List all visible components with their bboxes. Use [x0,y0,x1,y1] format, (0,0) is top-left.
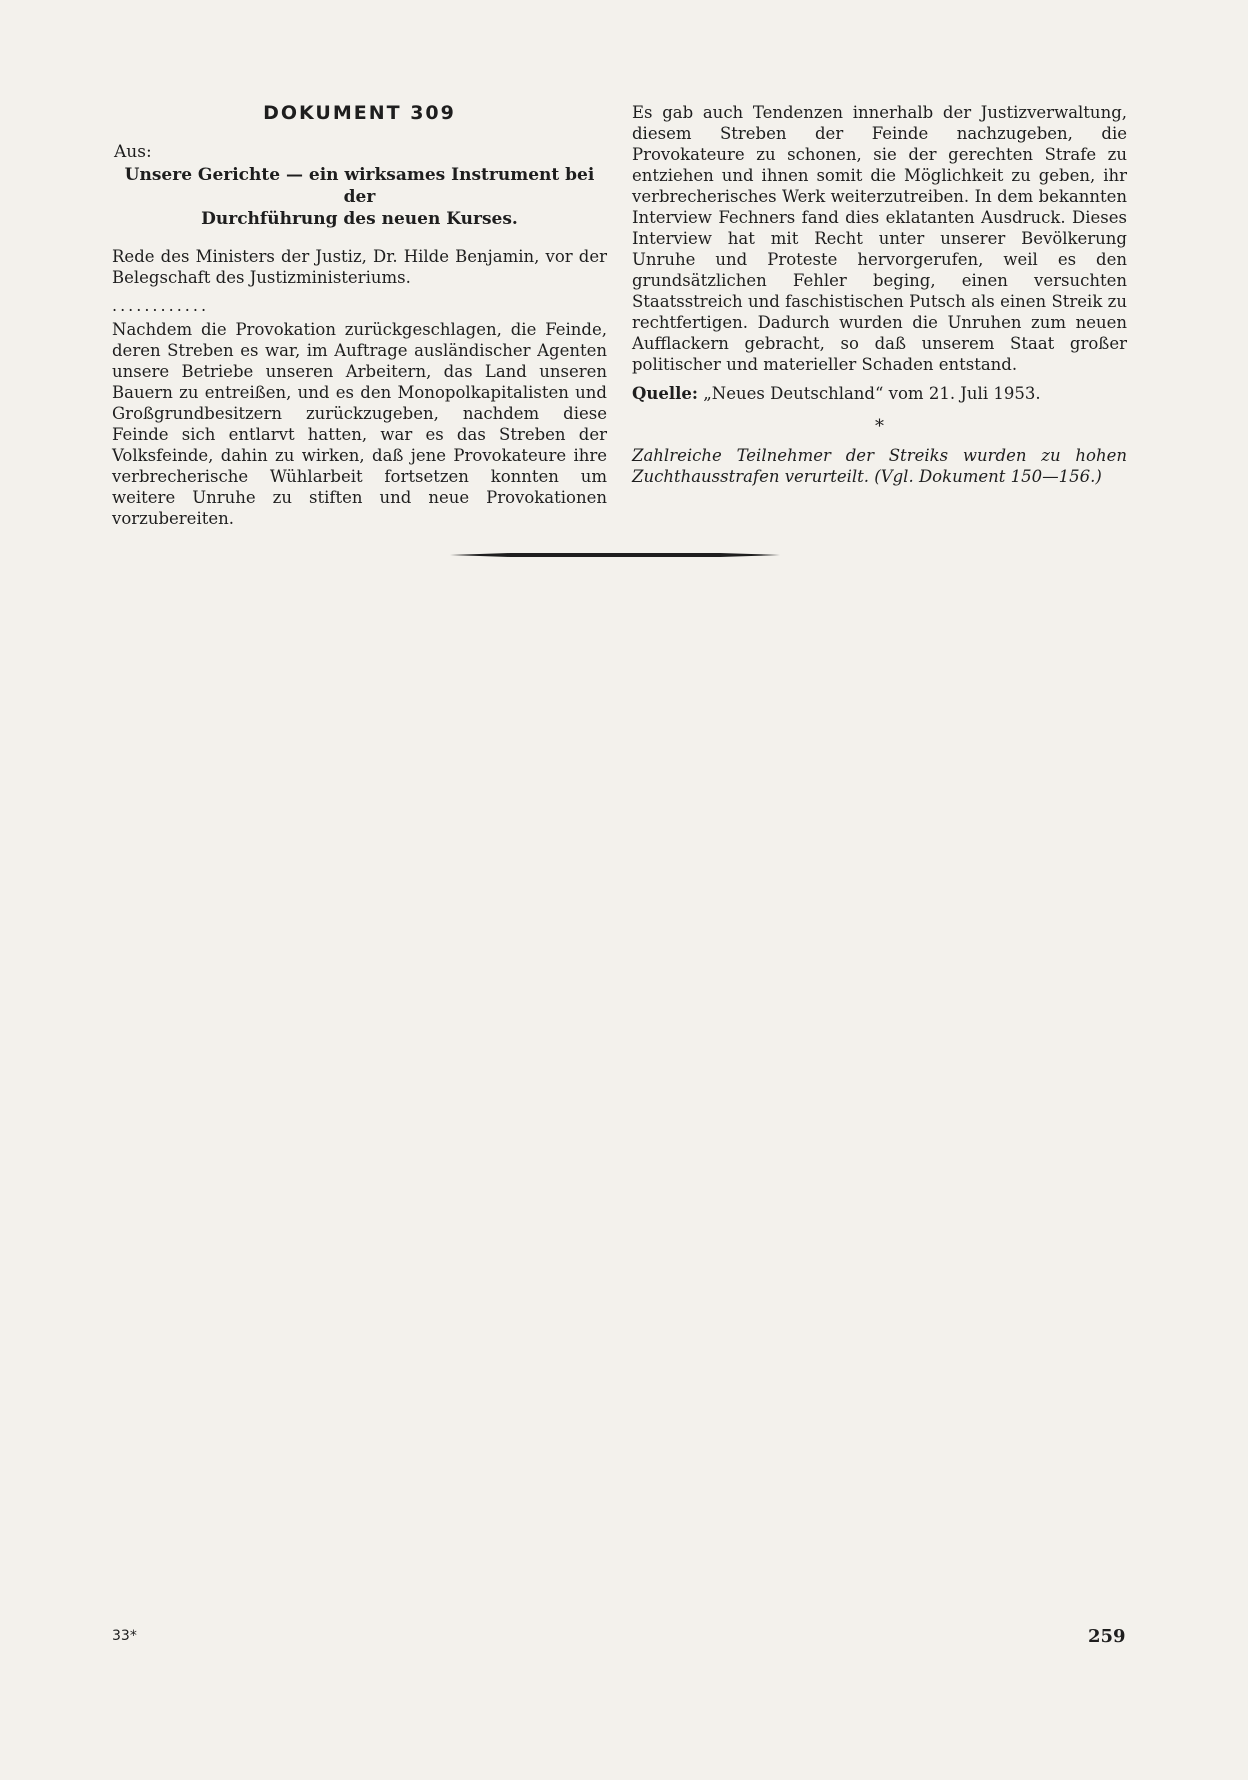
source-text: „Neues Deutschland“ vom 21. Juli 1953. [703,384,1041,403]
intro-paragraph: Rede des Ministers der Justiz, Dr. Hilde Benjamin, vor der Belegschaft des Justizministeriums. [112,247,607,287]
source-label: Quelle: [632,384,698,403]
signature-mark: 33* [112,1628,137,1644]
from-label: Aus: [114,142,152,162]
source-citation [632,383,1127,404]
ellipsis-marker: ............ [112,296,210,315]
body-paragraph-right: Es gab auch Tendenzen innerhalb der Justizverwaltung, diesem Streben der Feinde nachzugeben, die Provokateure zu schonen, sie der gerechten Strafe zu entziehen und ihnen somit die Möglichkeit zu geben, ihr verbrecherisches Werk weiterzutreiben. In dem bekannten Interview Fechners fand dies eklatanten Ausdruck. Dieses Interview hat mit Recht unter unserer Bevölkerung Unruhe und Proteste hervorgerufen, weil es den grundsätzlichen Fehler beging, einen versuchten Staatsstreich und faschistischen Putsch als einen Streik zu rechtfertigen. Dadurch wurden die Unruhen zum neuen Aufflackern gebracht, so daß unserem Staat großer politischer und materieller Schaden entstand. [632,103,1127,374]
heading-line-2: Durchführung des neuen Kurses. [201,209,518,229]
left-column [112,102,607,537]
body-paragraph-left: Nachdem die Provokation zurückgeschlagen, die Feinde, deren Streben es war, im Auftrage ausländischer Agenten unsere Betriebe unseren Arbeitern, das Land unseren Bauern zu entreißen, und es den Monopolkapitalisten und Großgrundbesitzern zurückzugeben, nachdem diese Feinde sich entlarvt hatten, war es das Streben der Volksfeinde, dahin zu wirken, daß jene Provokateure ihre verbrecherische Wühlarbeit fortsetzen konnten um weitere Unruhe zu stiften und neue Provokationen vorzubereiten. [112,320,607,528]
document-title: DOKUMENT 309 [263,102,456,124]
page-number: 259 [1088,1626,1126,1647]
editorial-note: Zahlreiche Teilnehmer der Streiks wurden zu hohen Zuchthausstrafen verurteilt. (Vgl. Dokument 150—156.) [632,446,1127,486]
heading-line-1: Unsere Gerichte — ein wirksames Instrument bei der [124,165,595,207]
section-separator: * [875,416,884,437]
closing-rule [450,552,780,558]
right-column [632,102,1127,487]
source-heading [112,164,607,230]
